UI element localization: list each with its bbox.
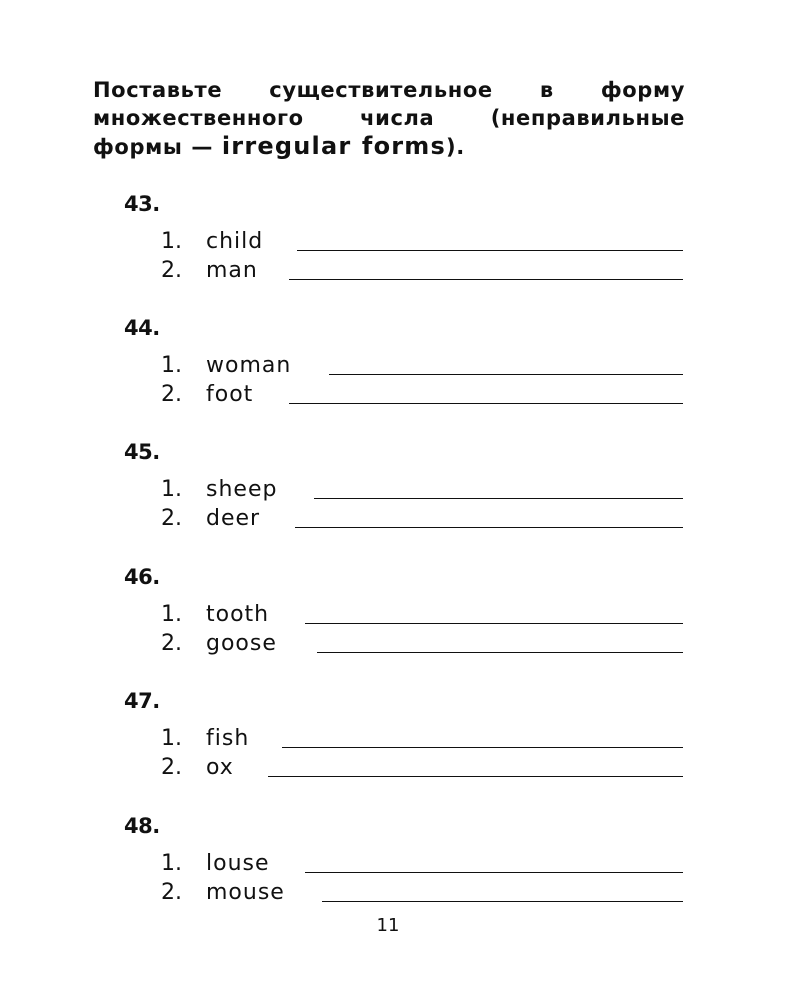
- page-number-text: 11: [376, 915, 400, 936]
- item-word: child: [206, 229, 264, 254]
- exercise-number: 45.: [124, 440, 160, 464]
- item-number: 2.: [161, 631, 182, 656]
- exercise-item: [0, 879, 800, 907]
- exercise-44: [0, 316, 800, 426]
- exercise-46: [0, 565, 800, 675]
- answer-line[interactable]: [297, 250, 683, 251]
- item-number: 1.: [161, 353, 182, 378]
- exercise-item: [0, 754, 800, 782]
- answer-line[interactable]: [289, 403, 683, 404]
- answer-line[interactable]: [282, 747, 683, 748]
- exercise-number: 43.: [124, 192, 160, 216]
- answer-line[interactable]: [314, 498, 683, 499]
- item-number: 1.: [161, 851, 182, 876]
- item-number: 2.: [161, 755, 182, 780]
- exercise-43: [0, 192, 800, 302]
- exercise-item: [0, 352, 800, 380]
- exercise-item: [0, 476, 800, 504]
- answer-line[interactable]: [289, 279, 683, 280]
- exercise-item: [0, 850, 800, 878]
- answer-line[interactable]: [317, 652, 683, 653]
- exercise-number: 47.: [124, 689, 160, 713]
- exercise-item: [0, 630, 800, 658]
- exercise-item: [0, 601, 800, 629]
- item-word: ox: [206, 755, 234, 780]
- answer-line[interactable]: [305, 623, 683, 624]
- exercise-item: [0, 725, 800, 753]
- answer-line[interactable]: [295, 527, 683, 528]
- item-word: goose: [206, 631, 277, 656]
- exercise-item: [0, 257, 800, 285]
- answer-line[interactable]: [305, 872, 683, 873]
- exercise-number: 48.: [124, 814, 160, 838]
- item-number: 2.: [161, 880, 182, 905]
- item-word: foot: [206, 382, 254, 407]
- instruction-russian: Поставьте существительное в форму множественного числа (неправильные формы —: [93, 78, 685, 159]
- answer-line[interactable]: [268, 776, 683, 777]
- item-number: 1.: [161, 726, 182, 751]
- page-number: [0, 915, 800, 937]
- exercise-item: [0, 381, 800, 409]
- item-number: 2.: [161, 382, 182, 407]
- item-number: 2.: [161, 506, 182, 531]
- item-number: 1.: [161, 602, 182, 627]
- exercise-item: [0, 228, 800, 256]
- exercise-number: 44.: [124, 316, 160, 340]
- answer-line[interactable]: [322, 901, 683, 902]
- exercise-47: [0, 689, 800, 799]
- exercise-48: [0, 814, 800, 924]
- instruction-end: ).: [446, 135, 465, 159]
- exercise-number: 46.: [124, 565, 160, 589]
- item-word: tooth: [206, 602, 270, 627]
- item-word: man: [206, 258, 258, 283]
- item-word: deer: [206, 506, 261, 531]
- item-word: fish: [206, 726, 250, 751]
- item-number: 1.: [161, 477, 182, 502]
- item-word: louse: [206, 851, 270, 876]
- instruction-english: irregular forms: [221, 132, 446, 160]
- item-word: sheep: [206, 477, 278, 502]
- exercise-item: [0, 505, 800, 533]
- item-number: 2.: [161, 258, 182, 283]
- item-word: mouse: [206, 880, 285, 905]
- answer-line[interactable]: [329, 374, 683, 375]
- instruction-text: [93, 76, 685, 161]
- item-number: 1.: [161, 229, 182, 254]
- exercise-45: [0, 440, 800, 550]
- item-word: woman: [206, 353, 292, 378]
